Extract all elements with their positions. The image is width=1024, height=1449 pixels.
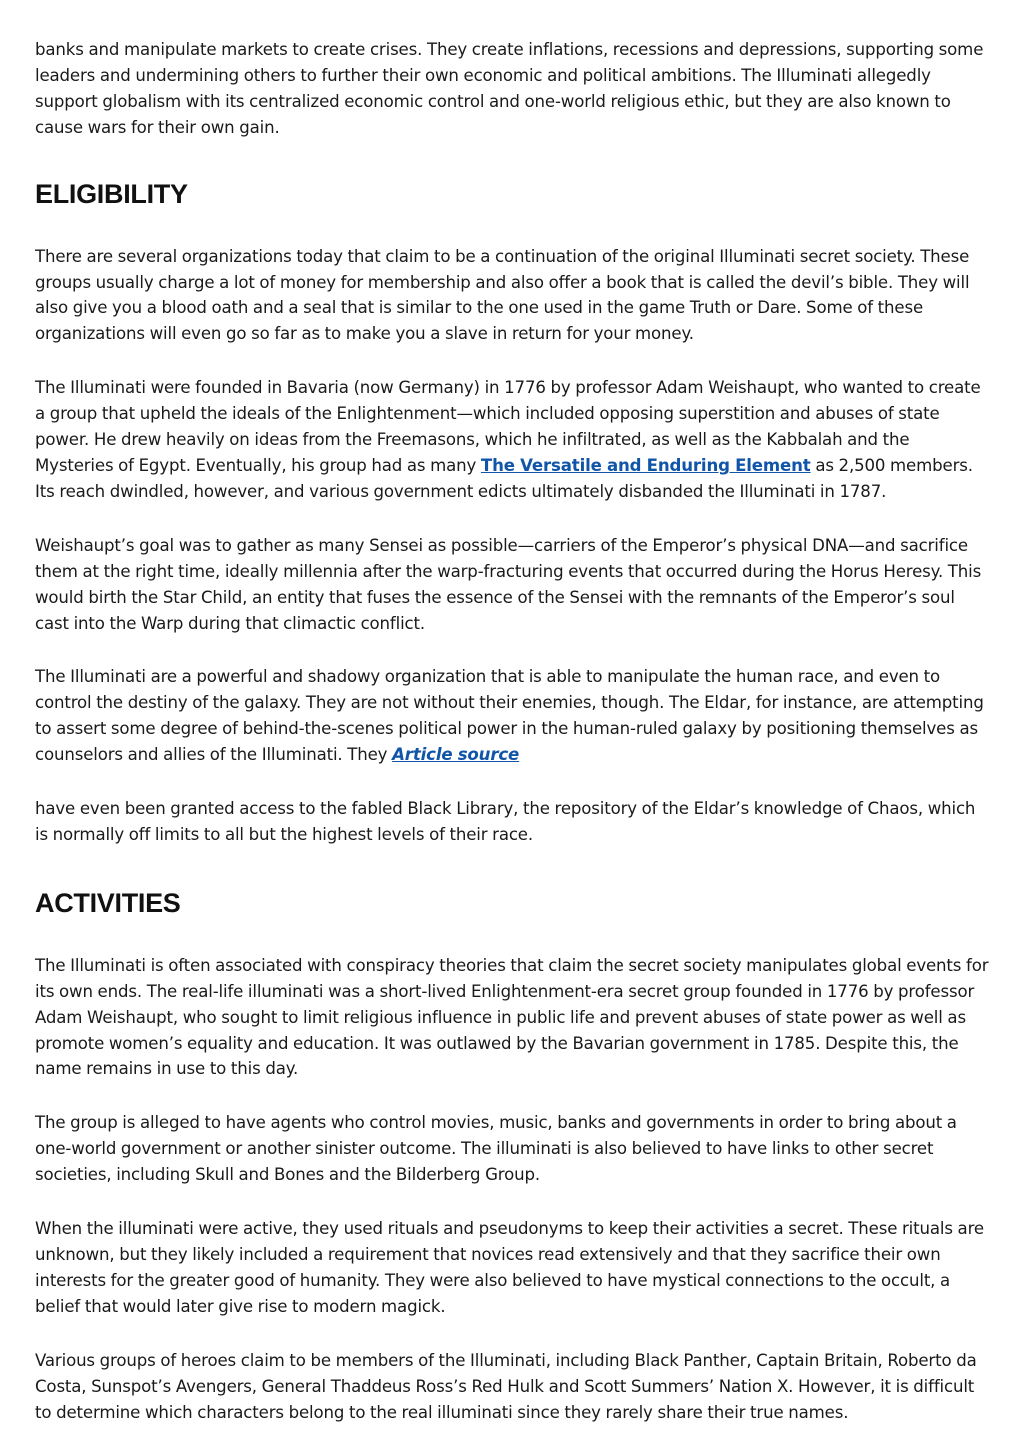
activities-paragraph-4: Various groups of heroes claim to be members of the Illuminati, including Black Panther, Captain Britain, Roberto da Costa, Sunspot’s Avengers, General Thaddeus Ross’s Red Hulk and Scott Summers’ Nation X. However, it is difficult to determine which characters belong to the real illuminati since they rarely share their true names. — [35, 1350, 977, 1422]
versatile-element-link[interactable]: The Versatile and Enduring Element — [480, 455, 811, 475]
section-eligibility — [35, 176, 990, 848]
paragraph-text: The Illuminati were founded in Bavaria (now Germany) in 1776 by professor Adam Weishaupt, who wanted to create a group that upheld the ideals of the Enlightenment—which included opposing superstition and abuses of state power. He drew heavily on ideas from the Freemasons, which he infiltrated, as well as the Kabbalah and the Mysteries of Egypt. Eventually, his group had as many — [35, 378, 981, 475]
article-source-link[interactable]: Article source — [392, 745, 520, 765]
paragraph-text: The Illuminati are a powerful and shadowy organization that is able to manipulate the human race, and even to control the destiny of the galaxy. They are not without their enemies, though. The Eldar, for instance, are attempting to assert some degree of behind-the-scenes political power in the human-ruled galaxy by positioning themselves as counselors and allies of the Illuminati. They — [35, 667, 984, 765]
section-activities — [35, 885, 990, 1426]
eligibility-paragraph-3: Weishaupt’s goal was to gather as many Sensei as possible—carriers of the Emperor’s physical DNA—and sacrifice them at the right time, ideally millennia after the warp-fracturing events that occurred during the Horus Heresy. This would birth the Star Child, an entity that fuses the essence of the Sensei with the remnants of the Emperor’s soul cast into the Warp during that climactic conflict. — [35, 535, 982, 633]
activities-paragraph-2: The group is alleged to have agents who control movies, music, banks and governments in order to bring about a one-world government or another sinister outcome. The illuminati is also believed to have links to other secret societies, including Skull and Bones and the Bilderberg Group. — [35, 1113, 957, 1185]
section-heading-eligibility: ELIGIBILITY — [35, 178, 188, 209]
eligibility-paragraph-2 — [35, 375, 990, 505]
eligibility-paragraph-5: have even been granted access to the fabled Black Library, the repository of the Eldar’s knowledge of Chaos, which is normally off limits to all but the highest levels of their race. — [35, 799, 976, 844]
eligibility-paragraph-4 — [35, 664, 990, 768]
activities-paragraph-1: The Illuminati is often associated with conspiracy theories that claim the secret society manipulates global events for its own ends. The real-life illuminati was a short-lived Enlightenment-era secret group founded in 1776 by professor Adam Weishaupt, who sought to limit religious influence in public life and prevent abuses of state power as well as promote women’s equality and education. It was outlawed by the Bavarian government in 1785. Despite this, the name remains in use to this day. — [35, 955, 989, 1079]
intro-paragraph: banks and manipulate markets to create crises. They create inflations, recessions and depressions, supporting some leaders and undermining others to further their own economic and political ambitions. The Illuminati allegedly support globalism with its centralized economic control and one-world religious ethic, but they are also known to cause wars for their own gain. — [35, 40, 984, 137]
activities-paragraph-3: When the illuminati were active, they used rituals and pseudonyms to keep their activities a secret. These rituals are unknown, but they likely included a requirement that novices read extensively and that they sacrifice their own interests for the greater good of humanity. They were also believed to have mystical connections to the occult, a belief that would later give rise to modern magick. — [35, 1219, 984, 1316]
paragraph-text: as 2,500 members. Its reach dwindled, however, and various government edicts ultimately disbanded the Illuminati in 1787. — [35, 455, 973, 501]
section-heading-activities: ACTIVITIES — [35, 887, 181, 918]
eligibility-paragraph-1: There are several organizations today that claim to be a continuation of the original Illuminati secret society. These groups usually charge a lot of money for membership and also offer a book that is called the devil’s bible. They will also give you a blood oath and a seal that is similar to the one used in the game Truth or Dare. Some of these organizations will even go so far as to make you a slave in return for your money. — [35, 246, 970, 344]
